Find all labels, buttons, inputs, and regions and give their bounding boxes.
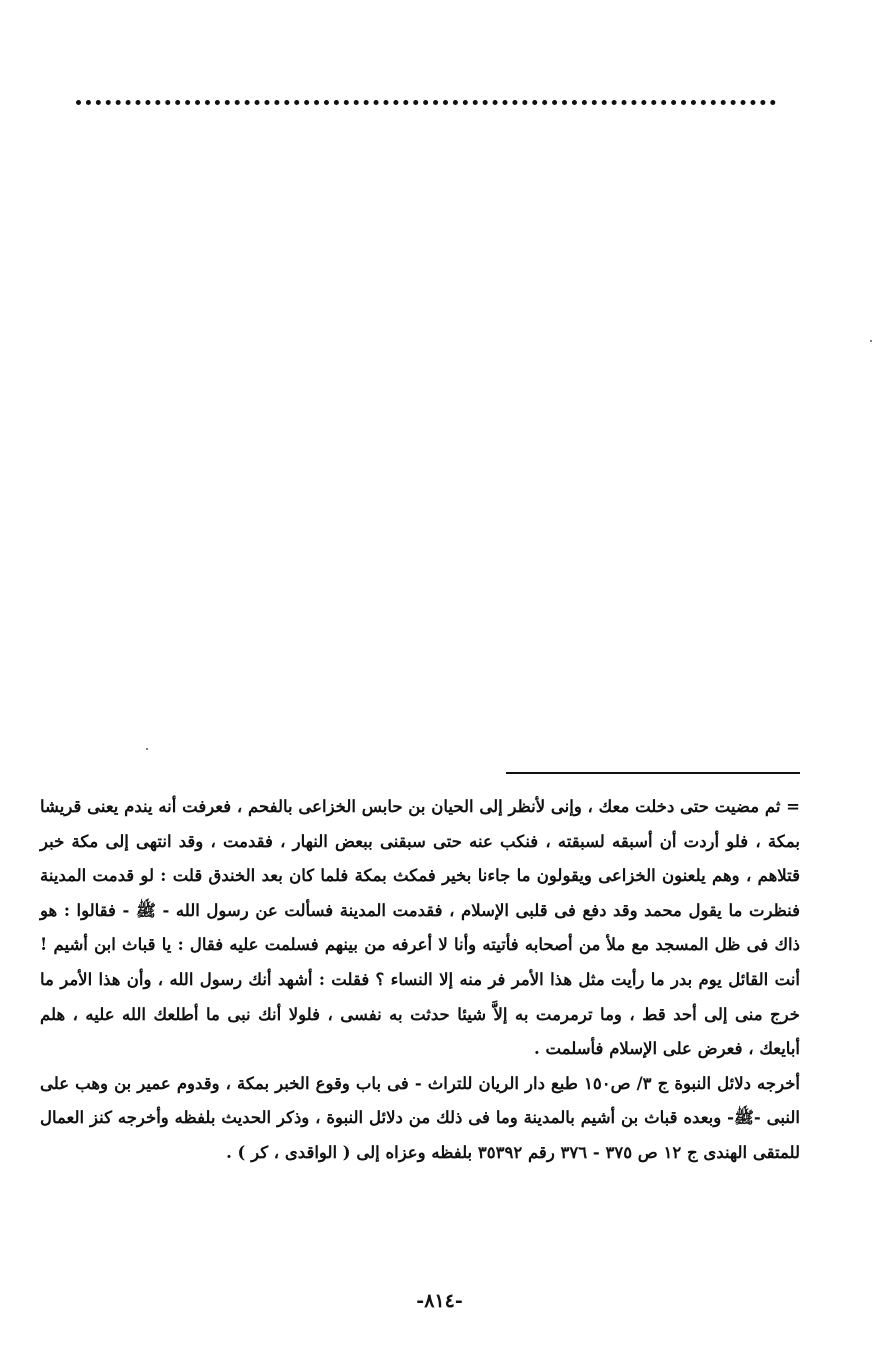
footnote-separator: [506, 772, 800, 774]
stray-mark: [870, 340, 872, 342]
footnote-citation: أخرجه دلائل النبوة ج ٣/ ص١٥٠ طبع دار الريان للتراث - فى باب وقوع الخبر بمكة ، وقدوم عمير بن وهب على النبى -ﷺ- وبعده قباث بن أشيم بالمدينة وما فى ذلك من دلائل النبوة ، وذكر الحديث بلفظه وأخرجه كنز العمال للمتقى الهندى ج ١٢ ص ٣٧٥ - ٣٧٦ رقم ٣٥٣٩٢ بلفظه وعزاه إلى ( الواقدى ، كر ) .: [40, 1073, 801, 1162]
footnote-narration: = ثم مضيت حتى دخلت معك ، وإنى لأنظر إلى الحيان بن حابس الخزاعى بالفحم ، فعرفت أنه يندم يعنى قريشا بمكة ، فلو أردت أن أسبقه لسبقته ، فنكب عنه حتى سبقنى ببعض النهار ، فقدمت ، وقد انتهى إلى مكة خبر قتلاهم ، وهم يلعنون الخزاعى ويقولون ما جاءنا بخير فمكث بمكة فلما كان بعد الخندق قلت : لو قدمت المدينة فنظرت ما يقول محمد وقد دفع فى قلبى الإسلام ، فقدمت المدينة فسألت عن رسول الله - ﷺ - فقالوا : هو ذاك فى ظل المسجد مع ملأ من أصحابه فأتيته وأنا لا أعرفه من بينهم فسلمت عليه فقال : يا قباث ابن أشيم ! أنت القائل يوم بدر ما رأيت مثل هذا الأمر فر منه إلا النساء ؟ فقلت : أشهد أنك رسول الله ، وأن هذا الأمر ما خرج منى إلى أحد قط ، وما ترمرمت به إلاَّ شيئا حدثت به نفسى ، فلولا أنك نبى ما أطلعك الله عليه ، هلم أبايعك ، فعرض على الإسلام فأسلمت .: [40, 797, 800, 1059]
stray-mark: [146, 748, 148, 750]
page-number: -٨١٤-: [416, 1290, 463, 1312]
footnote-block: [40, 790, 800, 1171]
dotted-separator: [76, 100, 776, 105]
